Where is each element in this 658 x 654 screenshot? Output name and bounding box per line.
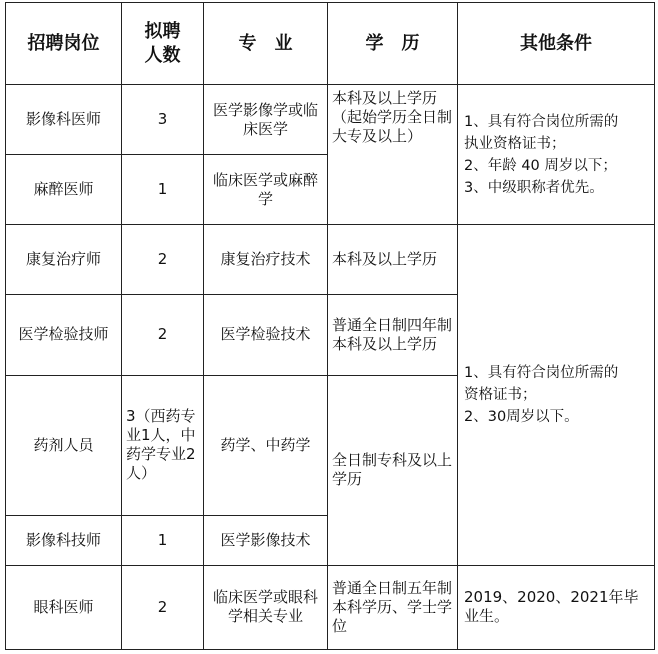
- position-cell: 医学检验技师: [6, 295, 122, 375]
- header-other: 其他条件: [458, 3, 655, 85]
- position-cell: 眼科医师: [6, 565, 122, 649]
- position-cell: 影像科医师: [6, 85, 122, 155]
- header-row: [6, 3, 655, 85]
- condition-line: 2、30周岁以下。: [464, 409, 579, 426]
- education-cell: 普通全日制五年制本科学历、学士学位: [328, 565, 458, 649]
- major-cell: 医学检验技术: [204, 295, 328, 375]
- education-cell: 普通全日制四年制本科及以上学历: [328, 295, 458, 375]
- header-count: 拟聘人数: [122, 3, 204, 85]
- recruitment-table: [5, 2, 655, 650]
- conditions-cell-group2: [458, 225, 655, 565]
- count-cell: 1: [122, 155, 204, 225]
- count-cell: 3: [122, 85, 204, 155]
- condition-line: 执业资格证书；: [464, 135, 566, 152]
- major-cell: 医学影像技术: [204, 515, 328, 565]
- condition-line: 1、具有符合岗位所需的: [464, 113, 619, 130]
- education-cell-merged: 本科及以上学历（起始学历全日制大专及以上）: [328, 85, 458, 225]
- position-cell: 药剂人员: [6, 375, 122, 515]
- conditions-cell: 2019、2020、2021年毕业生。: [458, 565, 655, 649]
- header-position: 招聘岗位: [6, 3, 122, 85]
- condition-line: 2、年龄 40 周岁以下；: [464, 157, 617, 174]
- condition-line: 1、具有符合岗位所需的: [464, 365, 619, 382]
- count-cell: 2: [122, 295, 204, 375]
- count-cell: 2: [122, 225, 204, 295]
- table-row: [6, 225, 655, 295]
- education-cell-merged: 全日制专科及以上学历: [328, 375, 458, 565]
- count-cell: 2: [122, 565, 204, 649]
- header-major: 专 业: [204, 3, 328, 85]
- major-cell: 临床医学或眼科学相关专业: [204, 565, 328, 649]
- header-education: 学 历: [328, 3, 458, 85]
- position-cell: 康复治疗师: [6, 225, 122, 295]
- count-cell: 3（西药专业1人，中药学专业2人）: [122, 375, 204, 515]
- education-cell: 本科及以上学历: [328, 225, 458, 295]
- condition-line: 资格证书；: [464, 387, 537, 404]
- major-cell: 康复治疗技术: [204, 225, 328, 295]
- conditions-cell-group1: [458, 85, 655, 225]
- major-cell: 药学、中药学: [204, 375, 328, 515]
- condition-line: 3、中级职称者优先。: [464, 179, 604, 196]
- position-cell: 麻醉医师: [6, 155, 122, 225]
- major-cell: 医学影像学或临床医学: [204, 85, 328, 155]
- table-row: [6, 565, 655, 649]
- count-cell: 1: [122, 515, 204, 565]
- table-row: [6, 85, 655, 155]
- position-cell: 影像科技师: [6, 515, 122, 565]
- major-cell: 临床医学或麻醉学: [204, 155, 328, 225]
